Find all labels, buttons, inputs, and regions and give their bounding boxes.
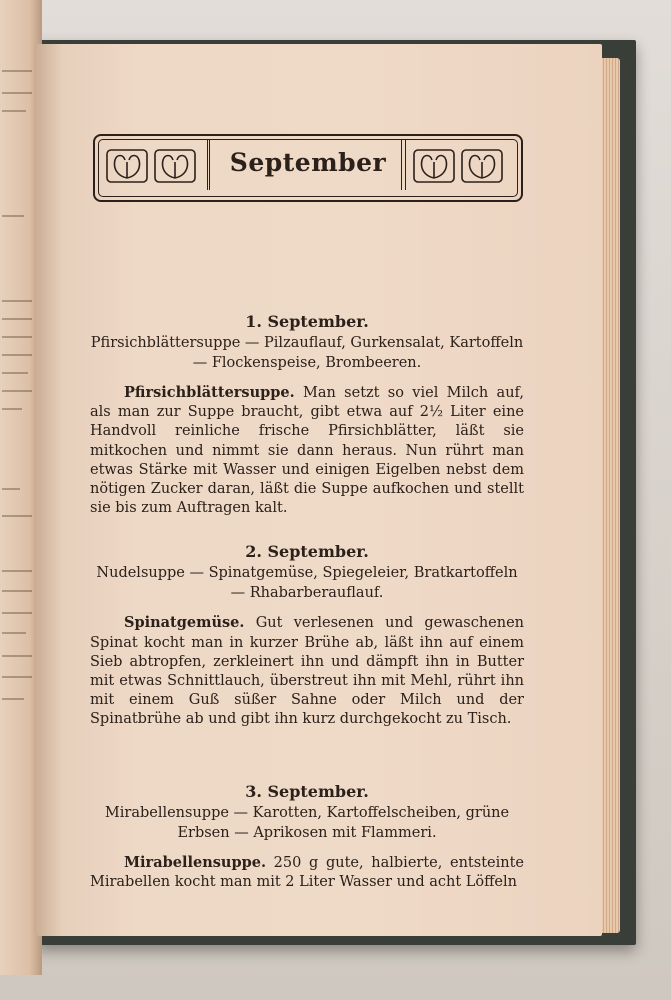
day-menu: Nudelsuppe — Spinatgemüse, Spiegeleier, Bratkartoffeln — Rhabarberauflauf.: [96, 565, 518, 602]
banner-divider: [209, 140, 210, 190]
show-through-line: [2, 570, 32, 572]
show-through-line: [2, 372, 28, 374]
day-section: [90, 542, 524, 729]
page-content: [90, 312, 524, 892]
banner-divider: [401, 140, 402, 190]
month-banner: [93, 134, 523, 202]
month-title: September: [229, 148, 387, 177]
show-through-line: [2, 92, 32, 94]
day-section: [90, 782, 524, 892]
day-menu: Mirabellensuppe — Karotten, Kartoffelscheiben, grüne Erbsen — Aprikosen mit Flammeri.: [104, 804, 510, 841]
recipe-paragraph: [90, 613, 524, 729]
recipe-name: Pfirsichblättersuppe.: [124, 384, 295, 401]
show-through-line: [2, 215, 24, 217]
show-through-line: [2, 354, 32, 356]
book-page: [34, 44, 602, 936]
show-through-line: [2, 655, 32, 657]
day-menu: Pfirsichblättersuppe — Pilzauflauf, Gurkensalat, Kartoffeln — Flockenspeise, Brombeeren.: [90, 335, 524, 371]
recipe-text: Gut verlesenen und gewaschenen Spinat kocht man in kurzer Brühe ab, läßt ihn auf einem Sieb abtropfen, zerkleinert ihn und dämpft ihn in Butter mit etwas Schnittlauch, überstreut ihn mit Mehl, rührt ihn mit einem Guß süßer Sahne oder Milch und der Spinatbrühe ab und gibt ihn kurz durchgekocht zu Tisch.: [90, 615, 524, 728]
show-through-line: [2, 300, 32, 302]
show-through-line: [2, 612, 32, 614]
show-through-line: [2, 676, 32, 678]
day-heading: 2. September.: [245, 542, 369, 562]
show-through-line: [2, 336, 32, 338]
show-through-line: [2, 515, 32, 517]
recipe-name: Mirabellensuppe.: [124, 853, 266, 871]
show-through-line: [2, 698, 24, 700]
show-through-line: [2, 632, 26, 634]
recipe-name: Spinatgemüse.: [124, 614, 245, 632]
show-through-line: [2, 590, 32, 592]
show-through-line: [2, 488, 20, 490]
recipe-paragraph: [90, 853, 524, 892]
recipe-paragraph: [90, 383, 524, 518]
day-heading: 1. September.: [245, 312, 369, 331]
show-through-line: [2, 318, 32, 320]
recipe-text: Man setzt so viel Milch auf, als man zur Suppe braucht, gibt etwa auf 2½ Liter eine Handvoll reinliche frische Pfirsichblätter, läßt sie mitkochen und nimmt sie dann heraus. Nun rührt man etwas Stärke mit Wasser und einigen Eigelben nebst dem nötigen Zucker daran, läßt die Suppe aufkochen und stellt sie bis zum Auftragen kalt.: [90, 385, 525, 517]
show-through-line: [2, 110, 26, 112]
day-section: [90, 312, 524, 518]
day-heading: 3. September.: [245, 781, 369, 801]
show-through-line: [2, 408, 22, 410]
recipe-text: 250 g gute, halbierte, entsteinte Mirabellen kocht man mit 2 Liter Wasser und acht Löffeln: [90, 854, 524, 890]
ornament-right: [405, 140, 512, 190]
show-through-line: [2, 70, 32, 72]
floral-ornament-icon: [101, 140, 207, 190]
ornament-left: [101, 140, 208, 190]
show-through-line: [2, 390, 32, 392]
floral-ornament-icon: [406, 140, 512, 190]
